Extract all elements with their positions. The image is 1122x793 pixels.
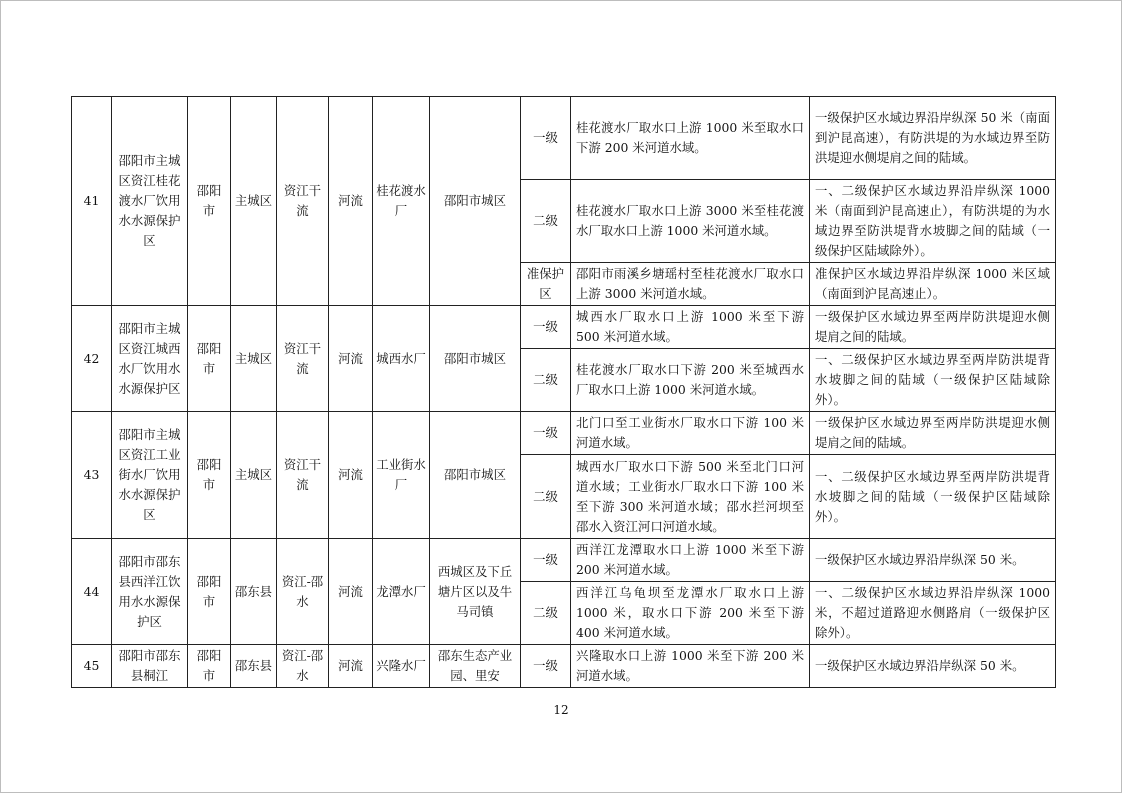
level-cell: 一级: [521, 97, 571, 180]
row-number: 41: [72, 97, 112, 306]
area-cell: 邵阳市城区: [430, 306, 521, 412]
level-cell: 二级: [521, 582, 571, 645]
table-row: [72, 412, 1056, 455]
zone-name: 邵阳市邵东县西洋江饮用水水源保护区: [112, 539, 188, 645]
row-number: 45: [72, 645, 112, 688]
water-range-cell: 桂花渡水厂取水口上游 1000 米至取水口下游 200 米河道水域。: [571, 97, 810, 180]
level-cell: 一级: [521, 539, 571, 582]
level-cell: 二级: [521, 180, 571, 263]
protection-zone-table: [71, 96, 1056, 688]
city-cell: 邵阳市: [188, 645, 231, 688]
water-range-cell: 桂花渡水厂取水口上游 3000 米至桂花渡水厂取水口上游 1000 米河道水域。: [571, 180, 810, 263]
type-cell: 河流: [329, 539, 373, 645]
county-cell: 邵东县: [231, 645, 277, 688]
water-range-cell: 西洋江乌龟坝至龙潭水厂取水口上游 1000 米，取水口下游 200 米至下游 400 米河道水域。: [571, 582, 810, 645]
land-range-cell: 一、二级保护区水域边界至两岸防洪堤背水坡脚之间的陆域（一级保护区陆域除外）。: [810, 349, 1056, 412]
river-cell: 资江-邵水: [277, 645, 329, 688]
land-range-cell: 准保护区水域边界沿岸纵深 1000 米区域（南面到沪昆高速止）。: [810, 263, 1056, 306]
row-number: 42: [72, 306, 112, 412]
land-range-cell: 一级保护区水域边界沿岸纵深 50 米。: [810, 539, 1056, 582]
plant-cell: 工业街水厂: [373, 412, 430, 539]
plant-cell: 龙潭水厂: [373, 539, 430, 645]
plant-cell: 兴隆水厂: [373, 645, 430, 688]
land-range-cell: 一级保护区水域边界沿岸纵深 50 米（南面到沪昆高速），有防洪堤的为水域边界至防洪堤迎水侧堤肩之间的陆域。: [810, 97, 1056, 180]
level-cell: 二级: [521, 455, 571, 539]
land-range-cell: 一、二级保护区水域边界至两岸防洪堤背水坡脚之间的陆域（一级保护区陆域除外）。: [810, 455, 1056, 539]
city-cell: 邵阳市: [188, 539, 231, 645]
area-cell: 邵阳市城区: [430, 412, 521, 539]
county-cell: 主城区: [231, 97, 277, 306]
river-cell: 资江干流: [277, 97, 329, 306]
level-cell: 二级: [521, 349, 571, 412]
type-cell: 河流: [329, 306, 373, 412]
river-cell: 资江-邵水: [277, 539, 329, 645]
water-range-cell: 城西水厂取水口上游 1000 米至下游 500 米河道水域。: [571, 306, 810, 349]
type-cell: 河流: [329, 97, 373, 306]
land-range-cell: 一、二级保护区水域边界沿岸纵深 1000 米（南面到沪昆高速止），有防洪堤的为水域边界至防洪堤背水坡脚之间的陆域（一级保护区陆域除外）。: [810, 180, 1056, 263]
level-cell: 准保护区: [521, 263, 571, 306]
county-cell: 邵东县: [231, 539, 277, 645]
land-range-cell: 一级保护区水域边界至两岸防洪堤迎水侧堤肩之间的陆域。: [810, 412, 1056, 455]
city-cell: 邵阳市: [188, 97, 231, 306]
type-cell: 河流: [329, 412, 373, 539]
row-number: 43: [72, 412, 112, 539]
plant-cell: 城西水厂: [373, 306, 430, 412]
level-cell: 一级: [521, 412, 571, 455]
river-cell: 资江干流: [277, 412, 329, 539]
land-range-cell: 一、二级保护区水域边界沿岸纵深 1000 米，不超过道路迎水侧路肩（一级保护区除外）。: [810, 582, 1056, 645]
water-range-cell: 城西水厂取水口下游 500 米至北门口河道水域；工业街水厂取水口下游 100 米至下游 300 米河道水域；邵水拦河坝至邵水入资江河口河道水域。: [571, 455, 810, 539]
water-range-cell: 北门口至工业街水厂取水口下游 100 米河道水域。: [571, 412, 810, 455]
city-cell: 邵阳市: [188, 412, 231, 539]
water-range-cell: 邵阳市雨溪乡塘瑶村至桂花渡水厂取水口上游 3000 米河道水域。: [571, 263, 810, 306]
county-cell: 主城区: [231, 306, 277, 412]
zone-name: 邵阳市主城区资江工业街水厂饮用水水源保护区: [112, 412, 188, 539]
zone-name: 邵阳市主城区资江桂花渡水厂饮用水水源保护区: [112, 97, 188, 306]
row-number: 44: [72, 539, 112, 645]
city-cell: 邵阳市: [188, 306, 231, 412]
water-range-cell: 西洋江龙潭取水口上游 1000 米至下游 200 米河道水域。: [571, 539, 810, 582]
level-cell: 一级: [521, 306, 571, 349]
type-cell: 河流: [329, 645, 373, 688]
zone-name: 邵阳市邵东县桐江: [112, 645, 188, 688]
table-row: [72, 645, 1056, 688]
level-cell: 一级: [521, 645, 571, 688]
land-range-cell: 一级保护区水域边界沿岸纵深 50 米。: [810, 645, 1056, 688]
land-range-cell: 一级保护区水域边界至两岸防洪堤迎水侧堤肩之间的陆域。: [810, 306, 1056, 349]
water-range-cell: 桂花渡水厂取水口下游 200 米至城西水厂取水口上游 1000 米河道水域。: [571, 349, 810, 412]
water-range-cell: 兴隆取水口上游 1000 米至下游 200 米河道水域。: [571, 645, 810, 688]
zone-name: 邵阳市主城区资江城西水厂饮用水水源保护区: [112, 306, 188, 412]
table-row: [72, 97, 1056, 180]
river-cell: 资江干流: [277, 306, 329, 412]
table-row: [72, 539, 1056, 582]
table-row: [72, 306, 1056, 349]
page-number: 12: [553, 703, 569, 717]
plant-cell: 桂花渡水厂: [373, 97, 430, 306]
area-cell: 邵东生态产业园、里安: [430, 645, 521, 688]
area-cell: 邵阳市城区: [430, 97, 521, 306]
county-cell: 主城区: [231, 412, 277, 539]
area-cell: 西城区及下丘塘片区以及牛马司镇: [430, 539, 521, 645]
